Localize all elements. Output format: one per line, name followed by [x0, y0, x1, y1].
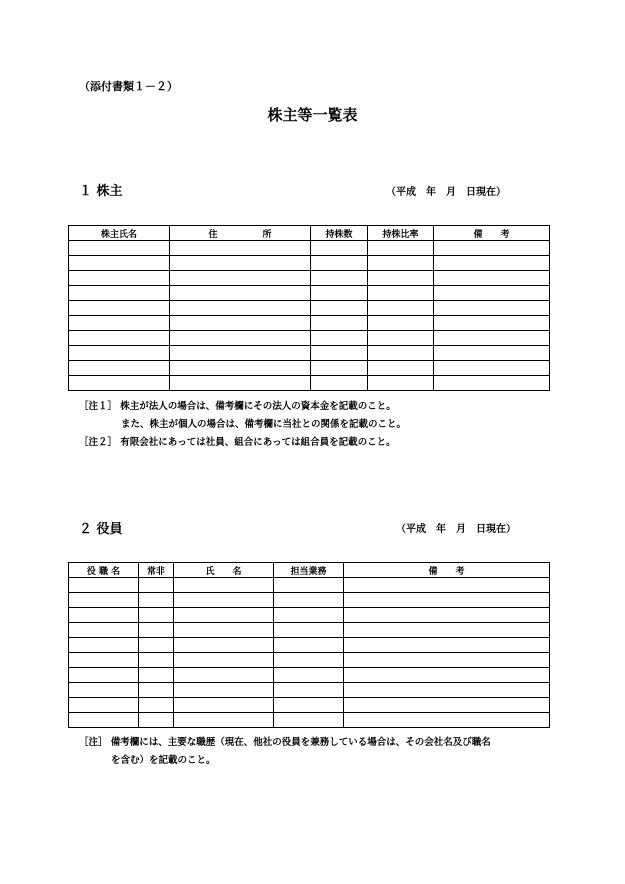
table-cell: [170, 316, 311, 331]
table-cell: [274, 623, 344, 638]
table-cell: [434, 301, 550, 316]
table-cell: [311, 316, 368, 331]
table-cell: [170, 286, 311, 301]
table-cell: [344, 713, 550, 728]
attachment-label: （添付書類１－２）: [79, 80, 178, 93]
table-cell: [69, 683, 139, 698]
table-cell: [139, 668, 174, 683]
table-row: [69, 713, 550, 728]
table-cell: [368, 361, 434, 376]
table-cell: [174, 698, 274, 713]
table-cell: [368, 286, 434, 301]
table-cell: [434, 331, 550, 346]
table-cell: [368, 256, 434, 271]
table-cell: [174, 593, 274, 608]
table-cell: [69, 713, 139, 728]
table-cell: [170, 376, 311, 391]
officer-column-header: 氏 名: [174, 563, 274, 578]
table-cell: [311, 361, 368, 376]
table-cell: [174, 623, 274, 638]
shareholder-column-header: 株主氏名: [69, 226, 170, 241]
table-cell: [274, 608, 344, 623]
table-cell: [434, 376, 550, 391]
table-cell: [434, 316, 550, 331]
table-cell: [69, 623, 139, 638]
table-cell: [170, 331, 311, 346]
table-cell: [368, 301, 434, 316]
table-row: [69, 698, 550, 713]
table-cell: [139, 593, 174, 608]
page-title: 株主等一覧表: [267, 106, 358, 124]
table-cell: [274, 698, 344, 713]
table-cell: [69, 241, 170, 256]
table-cell: [368, 346, 434, 361]
table-cell: [69, 376, 170, 391]
table-row: [69, 593, 550, 608]
officer-column-header: 備 考: [344, 563, 550, 578]
table-cell: [69, 638, 139, 653]
table-cell: [69, 286, 170, 301]
table-cell: [434, 361, 550, 376]
table-cell: [311, 286, 368, 301]
table-cell: [139, 608, 174, 623]
table-cell: [174, 608, 274, 623]
table-cell: [69, 593, 139, 608]
table-row: [69, 361, 550, 376]
table-cell: [170, 301, 311, 316]
section2-date: （平成 年 月 日現在）: [396, 524, 516, 535]
table-cell: [434, 256, 550, 271]
table-cell: [174, 653, 274, 668]
table-cell: [69, 301, 170, 316]
shareholder-column-header: 持株数: [311, 226, 368, 241]
table-cell: [69, 608, 139, 623]
table-row: [69, 346, 550, 361]
table-cell: [274, 638, 344, 653]
table-cell: [434, 346, 550, 361]
table-cell: [139, 698, 174, 713]
section2-heading: ２ 役員: [79, 522, 123, 537]
table-cell: [311, 256, 368, 271]
officer-column-header: 担当業務: [274, 563, 344, 578]
table-cell: [170, 256, 311, 271]
table-row: [69, 316, 550, 331]
table-row: [69, 623, 550, 638]
shareholder-table: [68, 225, 550, 391]
table-cell: [139, 683, 174, 698]
table-cell: [139, 653, 174, 668]
officer-header-row: [69, 563, 550, 578]
table-cell: [311, 301, 368, 316]
table-row: [69, 638, 550, 653]
table-row: [69, 241, 550, 256]
table-cell: [274, 668, 344, 683]
table-cell: [274, 653, 344, 668]
shareholder-column-header: 持株比率: [368, 226, 434, 241]
table-cell: [344, 653, 550, 668]
table-row: [69, 578, 550, 593]
table-cell: [69, 668, 139, 683]
table-row: [69, 331, 550, 346]
table-cell: [434, 241, 550, 256]
table-cell: [174, 683, 274, 698]
table-cell: [434, 271, 550, 286]
table-row: [69, 376, 550, 391]
table-cell: [69, 361, 170, 376]
table-cell: [274, 683, 344, 698]
table-cell: [174, 713, 274, 728]
table-cell: [170, 361, 311, 376]
table-cell: [311, 346, 368, 361]
table-cell: [274, 593, 344, 608]
table-cell: [344, 638, 550, 653]
table-cell: [69, 578, 139, 593]
table-cell: [368, 241, 434, 256]
table-cell: [368, 316, 434, 331]
table-cell: [434, 286, 550, 301]
table-cell: [311, 376, 368, 391]
table-cell: [170, 271, 311, 286]
table-cell: [344, 608, 550, 623]
shareholder-column-header: 備 考: [434, 226, 550, 241]
table-row: [69, 271, 550, 286]
table-cell: [368, 376, 434, 391]
table-cell: [344, 683, 550, 698]
officer-column-header: 役 職 名: [69, 563, 139, 578]
officer-column-header: 常非: [139, 563, 174, 578]
shareholder-column-header: 住 所: [170, 226, 311, 241]
table-row: [69, 286, 550, 301]
table-cell: [69, 346, 170, 361]
officer-table: [68, 562, 550, 728]
section1-note1-cont: また、株主が個人の場合は、備考欄に当社との関係を記載のこと。: [121, 419, 407, 430]
table-cell: [69, 698, 139, 713]
shareholder-header-row: [69, 226, 550, 241]
table-row: [69, 668, 550, 683]
table-cell: [170, 346, 311, 361]
table-row: [69, 683, 550, 698]
table-cell: [344, 698, 550, 713]
table-cell: [139, 638, 174, 653]
table-cell: [174, 638, 274, 653]
table-cell: [69, 316, 170, 331]
table-cell: [139, 623, 174, 638]
table-cell: [69, 256, 170, 271]
table-cell: [139, 578, 174, 593]
table-cell: [174, 668, 274, 683]
section2-note-cont: を含む）を記載のこと。: [111, 755, 216, 766]
section1-note2: ［注２］ 有限会社にあっては社員、組合にあっては組合員を記載のこと。: [79, 437, 396, 448]
table-cell: [368, 271, 434, 286]
table-cell: [174, 578, 274, 593]
table-row: [69, 256, 550, 271]
table-cell: [344, 623, 550, 638]
table-cell: [274, 578, 344, 593]
table-cell: [170, 241, 311, 256]
table-cell: [69, 653, 139, 668]
table-cell: [311, 241, 368, 256]
table-row: [69, 301, 550, 316]
section1-heading: １ 株主: [79, 184, 123, 199]
table-row: [69, 653, 550, 668]
table-cell: [69, 271, 170, 286]
table-cell: [344, 668, 550, 683]
table-cell: [311, 331, 368, 346]
table-cell: [311, 271, 368, 286]
table-cell: [274, 713, 344, 728]
section1-note1: ［注１］ 株主が法人の場合は、備考欄にその法人の資本金を記載のこと。: [79, 401, 396, 412]
section2-note: ［注］ 備考欄には、主要な職歴（現在、他社の役員を兼務している場合は、その会社名及び職名: [79, 737, 491, 748]
section1-date: （平成 年 月 日現在）: [386, 187, 506, 198]
table-cell: [344, 578, 550, 593]
table-cell: [344, 593, 550, 608]
table-row: [69, 608, 550, 623]
table-cell: [368, 331, 434, 346]
table-cell: [69, 331, 170, 346]
table-cell: [139, 713, 174, 728]
